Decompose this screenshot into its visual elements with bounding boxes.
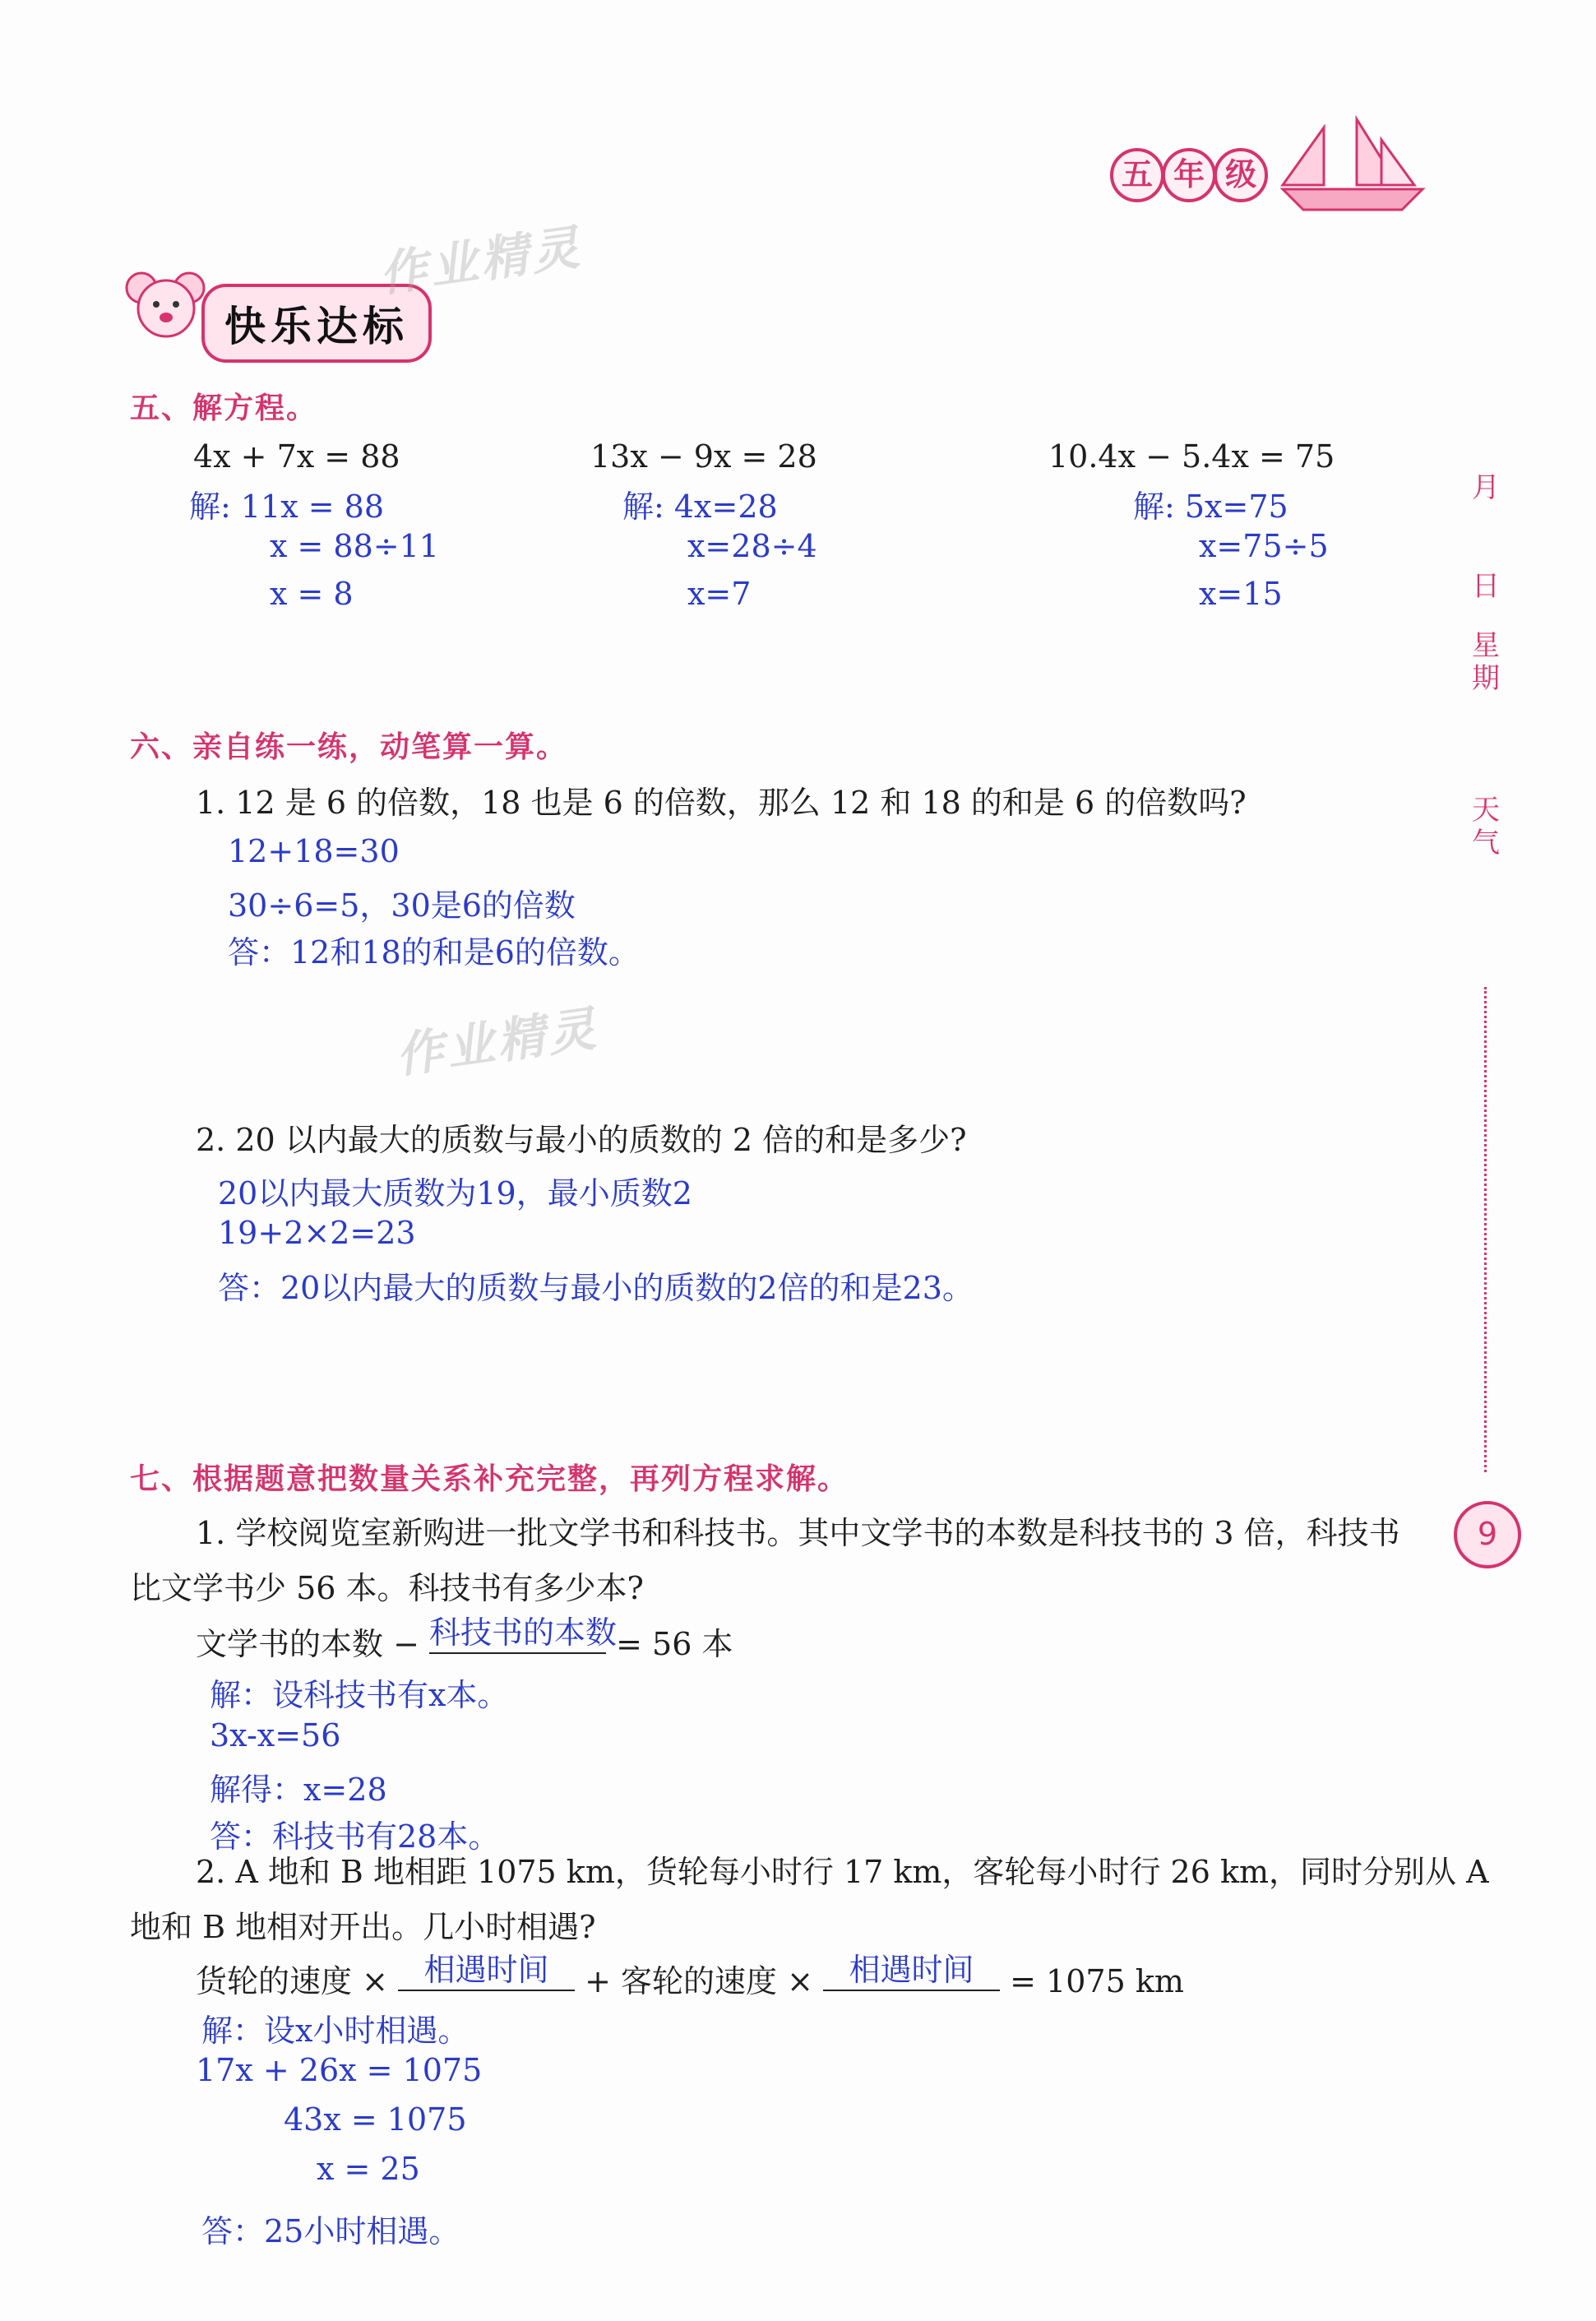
fill-blank[interactable]: 科技书的本数 [429, 1607, 606, 1654]
solution-line: x=75÷5 [1199, 528, 1329, 564]
grade-badge [1110, 148, 1261, 202]
answer-line: 3x-x=56 [210, 1717, 341, 1753]
answer-line: 17x + 26x = 1075 [196, 2052, 483, 2088]
question-7-2: 地和 B 地相对开出。几小时相遇? [130, 1909, 596, 1945]
relation-7-1 [196, 1615, 733, 1665]
relation-text: = 1075 km [1010, 1963, 1184, 1999]
answer-line: 答：12和18的和是6的倍数。 [228, 934, 640, 971]
solution-line: 解: 11x = 88 [189, 489, 385, 525]
solution-line: 解: 4x=28 [622, 489, 778, 525]
sidebar-weekday: 星期 [1472, 629, 1500, 695]
answer-line: 解：设科技书有x本。 [210, 1677, 509, 1713]
question-6-2: 2. 20 以内最大的质数与最小的质数的 2 倍的和是多少? [196, 1122, 967, 1158]
answer-line: 43x = 1075 [284, 2101, 467, 2138]
answer-line: 12+18=30 [228, 833, 400, 869]
answer-line: 答：20以内最大的质数与最小的质数的2倍的和是23。 [218, 1270, 974, 1306]
fill-blank[interactable]: 相遇时间 [823, 1944, 1000, 1991]
solution-line: x = 88÷11 [270, 528, 439, 564]
equation-2: 13x − 9x = 28 [590, 438, 817, 475]
question-7-2: 2. A 地和 B 地相距 1075 km，货轮每小时行 17 km，客轮每小时行 26 km，同时分别从 A [196, 1854, 1489, 1890]
koala-icon [123, 263, 214, 354]
answer-line: 19+2×2=23 [218, 1215, 416, 1251]
vine-decoration [1484, 987, 1500, 1472]
section-7-title: 七、根据题意把数量关系补充完整，再列方程求解。 [130, 1462, 849, 1496]
grade-char: 年 [1162, 148, 1216, 202]
sidebar-weather: 天气 [1472, 794, 1500, 859]
answer-line: 答：科技书有28本。 [210, 1818, 500, 1855]
equation-1: 4x + 7x = 88 [193, 438, 400, 475]
answer-line: x = 25 [317, 2151, 420, 2187]
grade-char: 级 [1214, 148, 1268, 202]
fill-blank[interactable]: 相遇时间 [398, 1944, 575, 1991]
relation-text: + 客轮的速度 × [585, 1963, 813, 1999]
page-number: 9 [1454, 1501, 1521, 1568]
solution-line: x=28÷4 [687, 528, 817, 564]
solution-line: x=15 [1199, 576, 1283, 612]
watermark: 作业精灵 [392, 1000, 603, 1084]
section-banner: 快乐达标 [201, 284, 432, 363]
sailboat-icon [1266, 115, 1439, 214]
answer-line: 30÷6=5，30是6的倍数 [228, 887, 576, 924]
answer-line: 答：25小时相遇。 [201, 2213, 460, 2249]
question-7-1: 比文学书少 56 本。科技书有多少本? [130, 1570, 644, 1606]
section-6-title: 六、亲自练一练，动笔算一算。 [130, 730, 568, 764]
answer-line: 解：设x小时相遇。 [201, 2013, 470, 2049]
equation-3: 10.4x − 5.4x = 75 [1048, 438, 1335, 475]
question-6-1: 1. 12 是 6 的倍数，18 也是 6 的倍数，那么 12 和 18 的和是 6 的倍数吗? [196, 785, 1247, 821]
solution-line: x=7 [687, 576, 752, 612]
relation-text: = 56 本 [616, 1626, 733, 1662]
relation-text: 文学书的本数 − [196, 1626, 419, 1662]
grade-char: 五 [1110, 148, 1164, 202]
watermark: 作业精灵 [376, 219, 586, 303]
sidebar-day: 日 [1472, 570, 1500, 603]
solution-line: 解: 5x=75 [1133, 489, 1288, 525]
solution-line: x = 8 [270, 576, 354, 612]
relation-7-2 [196, 1952, 1184, 2003]
section-5-title: 五、解方程。 [130, 391, 318, 425]
answer-line: 20以内最大质数为19，最小质数2 [218, 1175, 692, 1211]
relation-text: 货轮的速度 × [196, 1963, 388, 1999]
answer-line: 解得：x=28 [210, 1772, 387, 1808]
question-7-1: 1. 学校阅览室新购进一批文学书和科技书。其中文学书的本数是科技书的 3 倍，科技书 [196, 1515, 1400, 1551]
sidebar-month: 月 [1472, 471, 1500, 504]
